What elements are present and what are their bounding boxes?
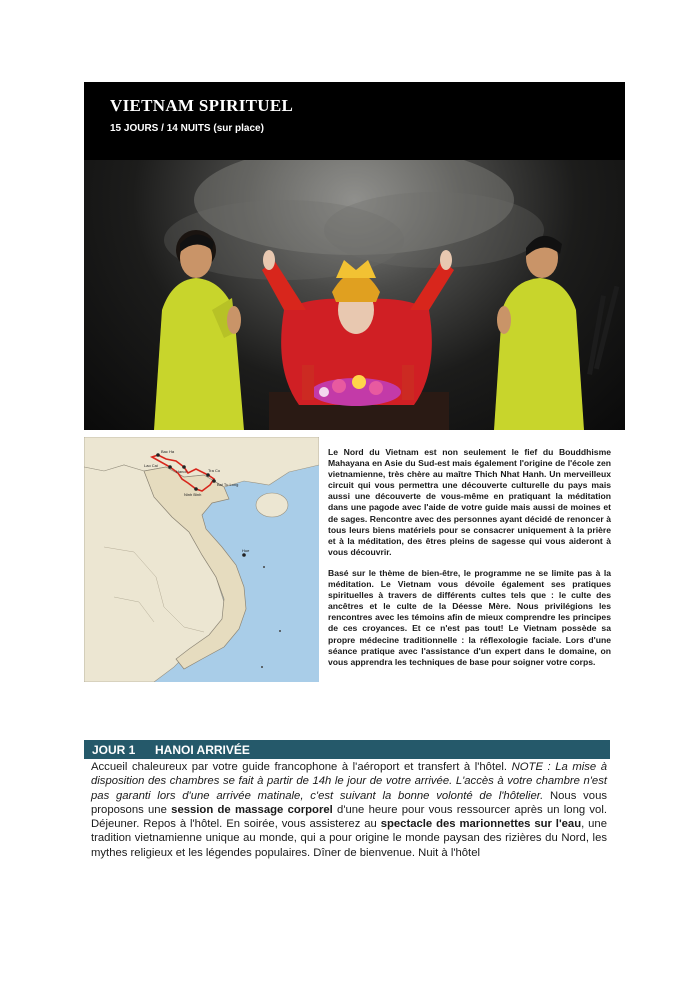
map-label-hanoi: Hanoi: [176, 469, 187, 474]
day-text-part: d'une heure pour vous ressourcer après un long vol. Déjeuner. Repos à l'hôtel. En soirée, vous assisterez au: [91, 803, 607, 831]
intro-text: [328, 447, 611, 678]
day-1-heading: [84, 740, 610, 759]
stage-photo: [84, 160, 625, 430]
arrival-note: NOTE : La mise à disposition des chambres se fait à partir de 14h le jour de votre arrivée. L'accès à votre chambre n'est pas garanti lors d'une arrivée matinale, c'est suivant la bonne volonté de l'hôtelier.: [91, 761, 607, 802]
page-title: VIETNAM SPIRITUEL: [110, 96, 294, 115]
map-label-bac-ha: Bac Ha: [161, 449, 175, 454]
map-label-ninh-binh: Ninh Binh: [184, 492, 202, 497]
route-map: [84, 437, 319, 682]
day-text-part: Accueil chaleureux par votre guide francophone à l'aéroport et transfert à l'hôtel.: [91, 761, 512, 773]
map-label-tra-co: Tra Co: [208, 468, 221, 473]
page-subtitle: 15 JOURS / 14 NUITS (sur place): [110, 123, 264, 134]
vietnam-map: [84, 437, 319, 682]
header-banner: [84, 82, 625, 160]
map-label-hue: Hue: [242, 548, 250, 553]
map-label-lao-cai: Lao Cai: [144, 463, 158, 468]
day-text-part: Nous vous proposons une: [91, 789, 608, 816]
massage-highlight: session de massage corporel: [171, 803, 333, 816]
day-number: JOUR 1: [92, 743, 136, 757]
puppet-show-highlight: spectacle des marionnettes sur l'eau: [380, 818, 582, 831]
intro-paragraph-2: Basé sur le thème de bien-être, le programme ne se limite pas à la méditation. Le Vietnam vous dévoile également ses pratiques spirituelles à travers de différents cultes tels que : le culte des ancêtres et le culte de la Déesse Mère. Nous privilégions les rencontres avec les témoins afin de mieux comprendre les principes de ces croyances. Et ce n'est pas tout! Le Vietnam possède sa propre médecine traditionnelle : la réflexologie faciale. Lors d'une séance pratique avec l'assistance d'un expert dans le domaine, on vous apprendra les techniques de base pour soigner votre corps.: [328, 567, 611, 667]
day-text-part: , une tradition vietnamienne unique au monde, qui a pour origine le monde paysan des rizières du Nord, les mythes religieux et les légendes populaires. Dîner de bienvenue. Nuit à l'hôtel: [91, 818, 607, 859]
day-title: HANOI ARRIVÉE: [155, 743, 250, 757]
photo-illustration: [84, 160, 625, 430]
intro-paragraph-1: Le Nord du Vietnam est non seulement le fief du Bouddhisme Mahayana en Asie du Sud-est mais également l'origine de l'école zen vietnamienne, très chère au maître Thich Nhat Hanh. Un merveilleux circuit qui vous permettra une découverte culturelle du pays mais aussi une découverte de vous-même en pratiquant la méditation dans une pagode avec l'aide de votre guide mais aussi de moines et de sages. Rencontre avec des personnes ayant décidé de renoncer à tous leurs biens matériels pour se consacrer uniquement à la prière et à la méditation, des êtres pleins de sagesse qui vous aideront à vous découvrir.: [328, 447, 611, 557]
day-1-description: [91, 760, 607, 860]
map-label-bai-tu-long: Bai Tu Long: [217, 482, 239, 487]
